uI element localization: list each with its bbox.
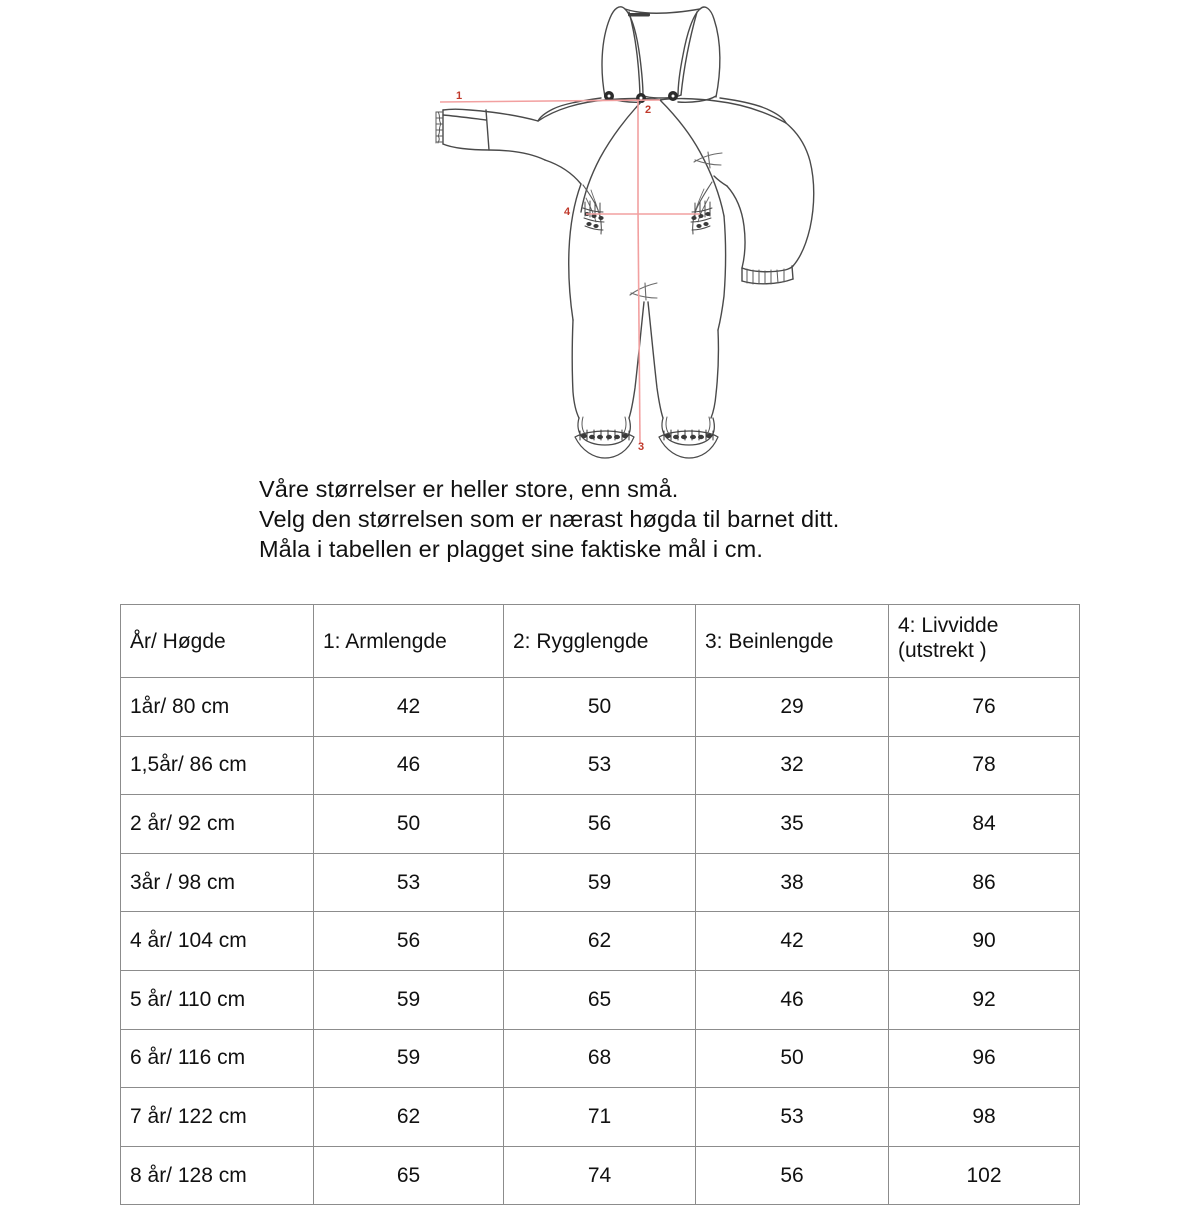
cell-arm: 59 (314, 970, 504, 1029)
right-raglan-seam (660, 100, 724, 216)
left-sleeve-top (443, 109, 538, 121)
snap-button-right-hole (672, 95, 675, 98)
cell-size: 4 år/ 104 cm (121, 912, 314, 971)
measure-label-1: 1 (456, 90, 463, 102)
cell-arm: 56 (314, 912, 504, 971)
cell-leg: 35 (696, 795, 889, 854)
right-raglan-join (714, 176, 727, 186)
crotch-detail-mark (630, 283, 657, 300)
table-row (121, 678, 1080, 737)
right-cuff-right-edge (792, 266, 793, 279)
cell-waist: 76 (889, 678, 1080, 737)
cell-arm: 42 (314, 678, 504, 737)
hood-left-inner-fold (629, 12, 640, 95)
column-header-waist-width (889, 605, 1080, 678)
hood-top-tab (628, 13, 650, 17)
cell-size: 7 år/ 122 cm (121, 1088, 314, 1147)
cell-leg: 56 (696, 1146, 889, 1205)
cell-waist: 90 (889, 912, 1080, 971)
size-table-head (121, 605, 1080, 678)
table-row (121, 970, 1080, 1029)
cell-size: 3år / 98 cm (121, 853, 314, 912)
cell-arm: 50 (314, 795, 504, 854)
right-sleeve-inner (727, 186, 745, 268)
cell-back: 71 (504, 1088, 696, 1147)
left-cuff-seam (486, 110, 489, 150)
cell-waist: 98 (889, 1088, 1080, 1147)
snap-button-left-hole (608, 95, 611, 98)
hood-top-edge (625, 9, 700, 13)
left-armhole-curve (545, 160, 581, 184)
column-header-size: År/ Høgde (121, 605, 314, 678)
cell-waist: 92 (889, 970, 1080, 1029)
size-table (120, 604, 1080, 1205)
table-row (121, 1146, 1080, 1205)
body-right-side (718, 216, 726, 330)
cell-back: 68 (504, 1029, 696, 1088)
cell-back: 56 (504, 795, 696, 854)
cell-size: 1,5år/ 86 cm (121, 736, 314, 795)
cell-leg: 32 (696, 736, 889, 795)
shoulder-right-top (720, 98, 786, 123)
table-row (121, 1029, 1080, 1088)
cell-waist: 84 (889, 795, 1080, 854)
measure-label-3: 3 (638, 441, 645, 453)
snap-button-center-hole (640, 97, 643, 100)
right-leg-inner (648, 302, 663, 418)
cell-leg: 50 (696, 1029, 889, 1088)
cell-size: 6 år/ 116 cm (121, 1029, 314, 1088)
column-header-waist-width-line2: (utstrekt ) (898, 639, 987, 662)
waist-elastic-right (691, 182, 712, 234)
table-row (121, 795, 1080, 854)
body-left-side (569, 184, 581, 320)
garment-illustration (0, 0, 1200, 470)
cell-arm: 46 (314, 736, 504, 795)
cell-arm: 53 (314, 853, 504, 912)
cell-leg: 29 (696, 678, 889, 737)
column-header-leg-length: 3: Beinlengde (696, 605, 889, 678)
cell-leg: 53 (696, 1088, 889, 1147)
left-leg-outer (572, 320, 579, 418)
cell-back: 59 (504, 853, 696, 912)
intro-line-1: Våre størrelser er heller store, enn små. (259, 476, 679, 502)
cell-size: 5 år/ 110 cm (121, 970, 314, 1029)
cell-size: 2 år/ 92 cm (121, 795, 314, 854)
cell-back: 53 (504, 736, 696, 795)
cell-arm: 62 (314, 1088, 504, 1147)
table-row (121, 736, 1080, 795)
left-sleeve-bottom (443, 144, 545, 160)
table-row (121, 912, 1080, 971)
sizing-intro-text (259, 474, 1079, 564)
left-foot-strap (575, 417, 634, 458)
column-header-arm-length: 1: Armlengde (314, 605, 504, 678)
intro-line-2: Velg den størrelsen som er nærast høgda til barnet ditt. (259, 506, 840, 532)
left-leg-inner (629, 302, 644, 418)
column-header-waist-width-line1: 4: Livvidde (898, 614, 999, 637)
cell-arm: 59 (314, 1029, 504, 1088)
cell-waist: 78 (889, 736, 1080, 795)
cell-leg: 42 (696, 912, 889, 971)
table-row (121, 1088, 1080, 1147)
right-foot-strap (659, 417, 718, 458)
cell-back: 50 (504, 678, 696, 737)
measure-label-4: 4 (564, 206, 571, 218)
left-cuff-inner-line (443, 115, 486, 120)
size-table-body (121, 678, 1080, 1205)
cell-waist: 86 (889, 853, 1080, 912)
measure-label-2: 2 (645, 104, 652, 116)
measure-line-3-leg-length (638, 210, 640, 443)
left-cuff-elastic (436, 112, 443, 143)
right-cuff-bottom (742, 279, 793, 284)
right-cuff-top (742, 266, 793, 272)
cell-leg: 38 (696, 853, 889, 912)
cell-waist: 102 (889, 1146, 1080, 1205)
size-table-container (120, 604, 1079, 1205)
cell-arm: 65 (314, 1146, 504, 1205)
chest-detail-mark (694, 152, 722, 168)
table-header-row (121, 605, 1080, 678)
cell-size: 1år/ 80 cm (121, 678, 314, 737)
cell-back: 74 (504, 1146, 696, 1205)
cell-leg: 46 (696, 970, 889, 1029)
right-sleeve-outer (786, 123, 814, 266)
intro-line-3: Måla i tabellen er plagget sine faktiske mål i cm. (259, 536, 763, 562)
cell-size: 8 år/ 128 cm (121, 1146, 314, 1205)
right-leg-outer (711, 330, 718, 418)
column-header-back-length: 2: Rygglengde (504, 605, 696, 678)
cell-waist: 96 (889, 1029, 1080, 1088)
cell-back: 65 (504, 970, 696, 1029)
hood-right-outline (678, 7, 720, 97)
table-row (121, 853, 1080, 912)
cell-back: 62 (504, 912, 696, 971)
